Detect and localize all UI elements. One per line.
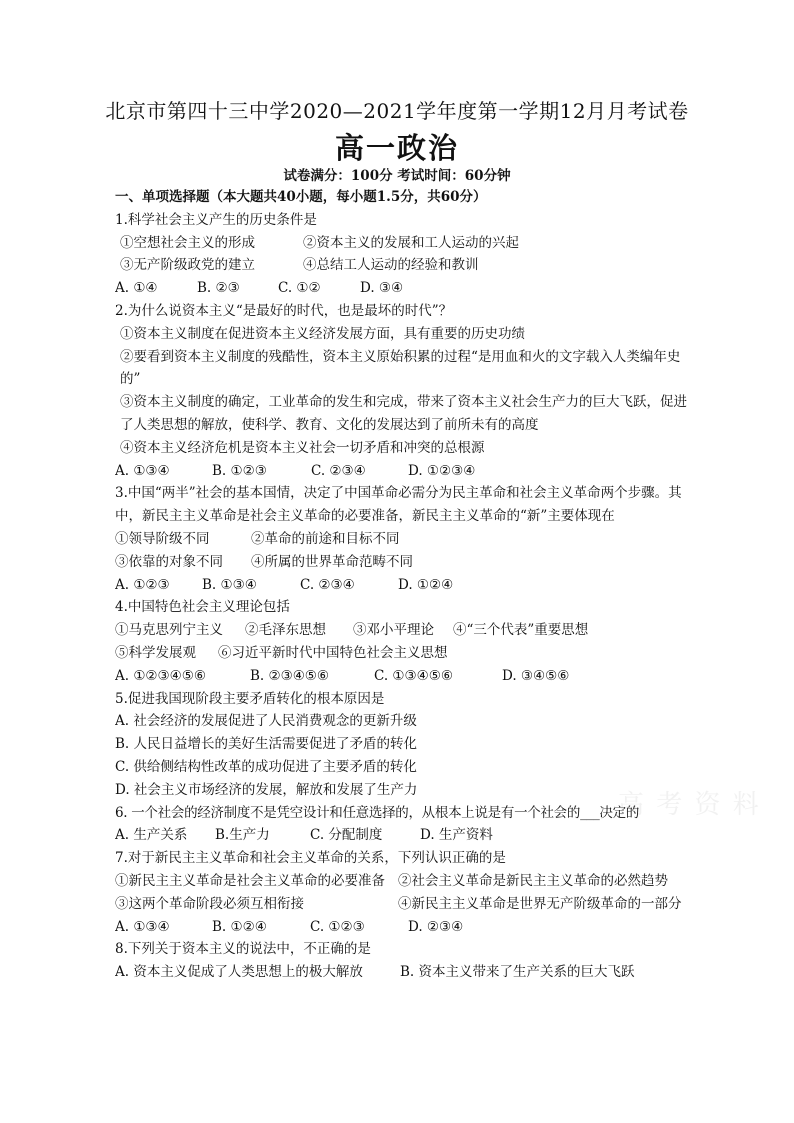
- question-8-choice-b: B. 资本主义带来了生产关系的巨大飞跃: [400, 964, 635, 981]
- question-1-options-row-1: [115, 232, 690, 255]
- exam-title: 北京市第四十三中学2020—2021学年度第一学期12月月考试卷: [105, 99, 689, 123]
- question-2-choices: [115, 460, 690, 483]
- question-3-choice-c: C. ②③④: [300, 576, 355, 593]
- question-2-choice-c: C. ②③④: [311, 462, 366, 479]
- question-3-choice-d: D. ①②④: [398, 576, 454, 593]
- question-4-options-row-1: [115, 619, 690, 642]
- question-2-choice-d: D. ①②③④: [408, 462, 476, 479]
- watermark: 高 考 资 料: [618, 790, 761, 820]
- question-7-option-4: ④新民主主义革命是世界无产阶级革命的一部分: [398, 895, 682, 912]
- question-4-choice-c: C. ①③④⑤⑥: [374, 667, 453, 684]
- question-1-choice-a: A. ①④: [115, 280, 158, 297]
- question-4-option-2: ②毛泽东思想: [245, 622, 326, 639]
- question-7-choice-c: C. ①②③: [310, 918, 365, 935]
- question-1-option-3: ③无产阶级政党的建立: [120, 257, 255, 274]
- question-6-choice-a: A. 生产关系: [115, 827, 188, 844]
- question-3-stem: 3.中国“两半”社会的基本国情，决定了中国革命必需分为民主革命和社会主义革命两个步骤。其中，新民主主义革命是社会主义革命的必要准备，新民主主义革命的“新”主要体现在: [115, 485, 682, 525]
- question-3-choice-b: B. ①③④: [202, 576, 257, 593]
- question-5-choice-a: A. 社会经济的发展促进了人民消费观念的更新升级: [115, 713, 417, 730]
- question-1-choices: [115, 277, 690, 300]
- question-1-stem: 1.科学社会主义产生的历史条件是: [115, 211, 317, 228]
- question-7-choices: [115, 916, 690, 939]
- question-2-choice-a: A. ①③④: [115, 462, 170, 479]
- section-heading: 一、单项选择题（本大题共40小题，每小题1.5分，共60分）: [115, 189, 487, 205]
- question-3-options-row-2: [115, 551, 690, 574]
- exam-meta: 试卷满分：100分 考试时间：60分钟: [283, 168, 511, 184]
- question-7-stem: 7.对于新民主主义革命和社会主义革命的关系，下列认识正确的是: [115, 850, 506, 867]
- question-7-choice-d: D. ②③④: [408, 918, 464, 935]
- question-2-option-4: ④资本主义经济危机是资本主义社会一切矛盾和冲突的总根源: [120, 439, 485, 456]
- question-4-option-4: ④“三个代表”重要思想: [453, 622, 589, 639]
- question-4-stem: 4.中国特色社会主义理论包括: [115, 599, 290, 616]
- question-3-option-4: ④所属的世界革命范畴不同: [251, 553, 413, 570]
- question-3-options-row-1: [115, 528, 690, 551]
- question-6-stem: 6. 一个社会的经济制度不是凭空设计和任意选择的，从根本上说是有一个社会的___决定的: [115, 804, 640, 821]
- question-4-choices: [115, 665, 690, 688]
- question-4-choice-a: A. ①②③④⑤⑥: [115, 667, 206, 684]
- question-8-choice-a: A. 资本主义促成了人类思想上的极大解放: [115, 964, 363, 981]
- question-3-option-2: ②革命的前途和目标不同: [251, 530, 400, 547]
- question-5-stem: 5.促进我国现阶段主要矛盾转化的根本原因是: [115, 690, 385, 707]
- exam-body: [115, 186, 690, 984]
- question-3-option-1: ①领导阶级不同: [115, 530, 210, 547]
- question-4-choice-b: B. ②③④⑤⑥: [250, 667, 330, 684]
- subject-title: 高一政治: [334, 131, 459, 165]
- question-2-stem: 2.为什么说资本主义“是最好的时代，也是最坏的时代”？: [115, 302, 453, 319]
- question-4-option-6: ⑥习近平新时代中国特色社会主义思想: [218, 644, 448, 661]
- question-5-choice-c: C. 供给侧结构性改革的成功促进了主要矛盾的转化: [115, 758, 417, 775]
- question-6-choice-c: C. 分配制度: [310, 827, 383, 844]
- question-5-choice-d: D. 社会主义市场经济的发展，解放和发展了生产力: [115, 781, 418, 798]
- question-5-choice-b: B. 人民日益增长的美好生活需要促进了矛盾的转化: [115, 736, 418, 753]
- question-2-option-1: ①资本主义制度在促进资本主义经济发展方面，具有重要的历史功绩: [120, 325, 525, 342]
- question-1-option-4: ④总结工人运动的经验和教训: [303, 257, 479, 274]
- question-7-option-1: ①新民主主义革命是社会主义革命的必要准备: [115, 872, 385, 889]
- question-1-choice-b: B. ②③: [197, 280, 240, 297]
- question-4-options-row-2: [115, 642, 690, 665]
- question-6-choice-d: D. 生产资料: [420, 827, 493, 844]
- question-1-option-2: ②资本主义的发展和工人运动的兴起: [303, 234, 519, 251]
- question-3-choice-a: A. ①②③: [115, 576, 170, 593]
- question-2-option-2: ②要看到资本主义制度的残酷性，资本主义原始积累的过程“是用血和火的文字载入人类编年史的”: [120, 348, 681, 388]
- question-6-choice-b: B.生产力: [215, 827, 270, 844]
- question-2-choice-b: B. ①②③: [212, 462, 267, 479]
- question-4-option-3: ③邓小平理论: [353, 622, 434, 639]
- question-1-options-row-2: [115, 254, 690, 277]
- question-4-option-1: ①马克思列宁主义: [115, 622, 223, 639]
- question-8-stem: 8.下列关于资本主义的说法中，不正确的是: [115, 941, 371, 958]
- question-1-option-1: ①空想社会主义的形成: [120, 234, 255, 251]
- question-4-choice-d: D. ③④⑤⑥: [502, 667, 570, 684]
- question-8-choices-row-1: [115, 961, 690, 984]
- question-3-choices: [115, 574, 690, 597]
- question-1-choice-c: C. ①②: [278, 280, 321, 297]
- question-4-option-5: ⑤科学发展观: [115, 644, 196, 661]
- question-7-option-3: ③这两个革命阶段必须互相衔接: [115, 895, 304, 912]
- question-7-choice-a: A. ①③④: [115, 918, 170, 935]
- question-6-choices: [115, 824, 690, 847]
- question-7-option-2: ②社会主义革命是新民主主义革命的必然趋势: [398, 872, 668, 889]
- question-3-option-3: ③依靠的对象不同: [115, 553, 223, 570]
- question-7-options-row-2: [115, 893, 690, 916]
- question-7-choice-b: B. ①②④: [212, 918, 267, 935]
- question-1-choice-d: D. ③④: [360, 280, 404, 297]
- question-2-option-3: ③资本主义制度的确定，工业革命的发生和完成，带来了资本主义社会生产力的巨大飞跃，促进了人类思想的解放，使科学、教育、文化的发展达到了前所未有的高度: [120, 394, 687, 433]
- question-7-options-row-1: [115, 870, 690, 893]
